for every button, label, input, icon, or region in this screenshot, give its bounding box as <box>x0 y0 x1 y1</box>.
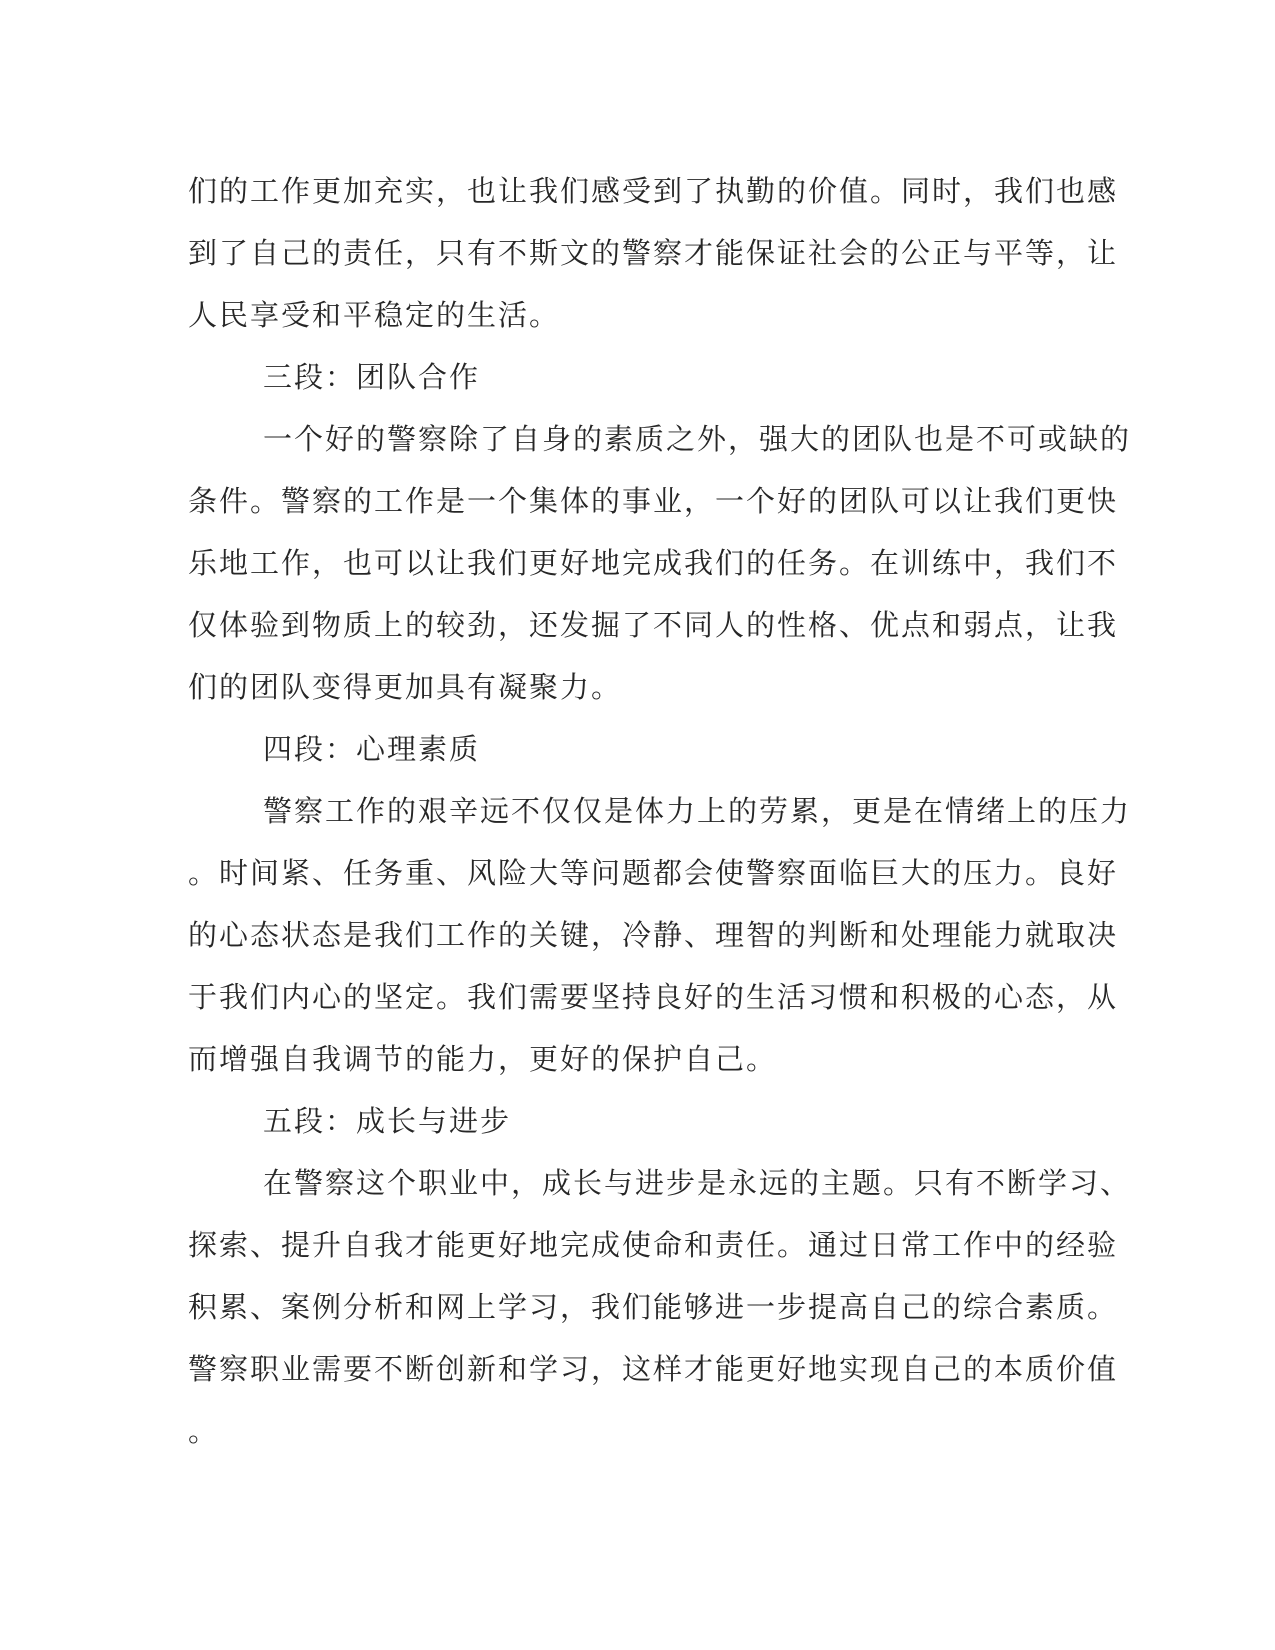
section-heading: 五段：成长与进步 <box>263 1104 512 1138</box>
body-line: 警察工作的艰辛远不仅仅是体力上的劳累，更是在情绪上的压力 <box>263 794 1132 828</box>
body-line: 人民享受和平稳定的生活。 <box>188 298 561 332</box>
body-line: 的心态状态是我们工作的关键，冷静、理智的判断和处理能力就取决 <box>188 918 1119 952</box>
section-heading: 四段：心理素质 <box>263 732 481 766</box>
body-line: 们的团队变得更加具有凝聚力。 <box>188 670 623 704</box>
body-line: 在警察这个职业中，成长与进步是永远的主题。只有不断学习、 <box>263 1166 1132 1200</box>
body-line: 乐地工作，也可以让我们更好地完成我们的任务。在训练中，我们不 <box>188 546 1119 580</box>
body-line: 而增强自我调节的能力，更好的保护自己。 <box>188 1042 778 1076</box>
body-line: 积累、案例分析和网上学习，我们能够进一步提高自己的综合素质。 <box>188 1290 1119 1324</box>
body-line: 一个好的警察除了自身的素质之外，强大的团队也是不可或缺的 <box>263 422 1132 456</box>
body-line: 条件。警察的工作是一个集体的事业，一个好的团队可以让我们更快 <box>188 484 1119 518</box>
body-line: 。 <box>188 1414 220 1448</box>
body-line: 探索、提升自我才能更好地完成使命和责任。通过日常工作中的经验 <box>188 1228 1119 1262</box>
body-line: 于我们内心的坚定。我们需要坚持良好的生活习惯和积极的心态，从 <box>188 980 1119 1014</box>
body-line: 们的工作更加充实，也让我们感受到了执勤的价值。同时，我们也感 <box>188 174 1119 208</box>
document-body <box>188 160 1132 1462</box>
body-line: 到了自己的责任，只有不斯文的警察才能保证社会的公正与平等，让 <box>188 236 1119 270</box>
body-line: 。时间紧、任务重、风险大等问题都会使警察面临巨大的压力。良好 <box>188 856 1119 890</box>
section-heading: 三段：团队合作 <box>263 360 481 394</box>
body-line: 仅体验到物质上的较劲，还发掘了不同人的性格、优点和弱点，让我 <box>188 608 1119 642</box>
body-line: 警察职业需要不断创新和学习，这样才能更好地实现自己的本质价值 <box>188 1352 1119 1386</box>
